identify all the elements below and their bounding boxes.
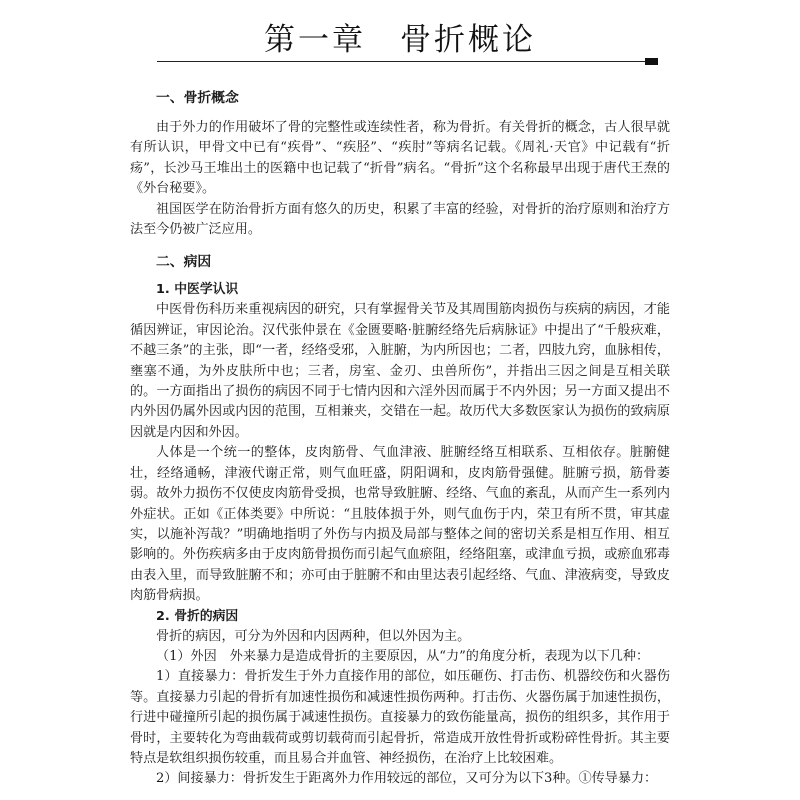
header-rule-block	[645, 58, 658, 65]
paragraph: （1）外因 外来暴力是造成骨折的主要原因，从“力”的角度分析，表现为以下几种：	[156, 648, 650, 664]
section-etiology	[130, 250, 670, 789]
paragraph: 人体是一个统一的整体，皮肉筋骨、气血津液、脏腑经络互相联系、互相依存。脏腑健壮，经络通畅，津液代谢正常，则气血旺盛，阴阳调和，皮肉筋骨强健。脏腑亏损，筋骨萎弱。故外力损伤不仅使皮肉筋骨受损，也常导致脏腑、经络、气血的紊乱，从而产生一系列内外症状。正如《正体类要》中所说：“且肢体损于外，则气血伤于内，荣卫有所不贯，审其虚实，以施补泻哉？”明确地指明了外伤与内损及局部与整体之间的密切关系是相互作用、相互影响的。外伤疾病多由于皮肉筋骨损伤而引起气血瘀阻，经络阻塞，或津血亏损，或瘀血邪毒由表入里，而导致脏腑不和；亦可由于脏腑不和由里达表引起经络、气血、津液病变，导致皮肉筋骨病损。	[130, 445, 670, 604]
subsection-heading-tcm: 1. 中医学认识	[156, 282, 239, 298]
paragraph: 1）直接暴力：骨折发生于外力直接作用的部位，如压砸伤、打击伤、机器绞伤和火器伤等。直接暴力引起的骨折有加速性损伤和减速性损伤两种。打击伤、火器伤属于加速性损伤，行进中碰撞所引起的损伤属于减速性损伤。直接暴力的致伤能量高，损伤的组织多，其作用于骨时，主要转化为弯曲载荷或剪切载荷而引起骨折，常造成开放性骨折或粉碎性骨折。其主要特点是软组织损伤较重，而且易合并血管、神经损伤，在治疗上比较困难。	[130, 669, 670, 766]
paragraph: 祖国医学在防治骨折方面有悠久的历史，积累了丰富的经验，对骨折的治疗原则和治疗方法至今仍被广泛应用。	[130, 201, 670, 238]
paragraph: 2）间接暴力：骨折发生于距离外力作用较远的部位，又可分为以下3种。①传导暴力：	[156, 771, 658, 787]
page-content	[130, 86, 670, 790]
paragraph: 由于外力的作用破坏了骨的完整性或连续性者，称为骨折。有关骨折的概念，古人很早就有所认识，甲骨文中已有“疾骨”、“疾胫”、“疾肘”等病名记载。《周礼·天官》中记载有“折疡”，长沙马王堆出土的医籍中也记载了“折骨”病名。“骨折”这个名称最早出现于唐代王焘的《外台秘要》。	[130, 120, 670, 197]
header-rule	[157, 61, 647, 62]
section-heading-etiology: 二、病因	[156, 254, 212, 271]
chapter-header	[0, 0, 800, 72]
section-fracture-concept	[130, 86, 670, 240]
chapter-title: 第一章 骨折概论	[264, 22, 536, 58]
paragraph: 骨折的病因，可分为外因和内因两种，但以外因为主。	[156, 628, 471, 644]
subsection-heading-cause: 2. 骨折的病因	[156, 608, 239, 624]
section-heading-concept: 一、骨折概念	[156, 90, 239, 106]
paragraph: 中医骨伤科历来重视病因的研究，只有掌握骨关节及其周围筋肉损伤与疾病的病因，才能循因辨证，审因论治。汉代张仲景在《金匮要略·脏腑经络先后病脉证》中提出了“千般疢难，不越三条”的主张，即“一者，经络受邪，入脏腑，为内所因也；二者，四肢九窍，血脉相传，壅塞不通，为外皮肤所中也；三者，房室、金刃、虫兽所伤”，并指出三因之间是互相关联的。一方面指出了损伤的病因不同于七情内因和六淫外因而属于不内外因；另一方面又提出不内外因仍属外因或内因的范围，互相兼夹，交错在一起。故历代大多数医家认为损伤的致病原因就是内因和外因。	[130, 302, 670, 440]
